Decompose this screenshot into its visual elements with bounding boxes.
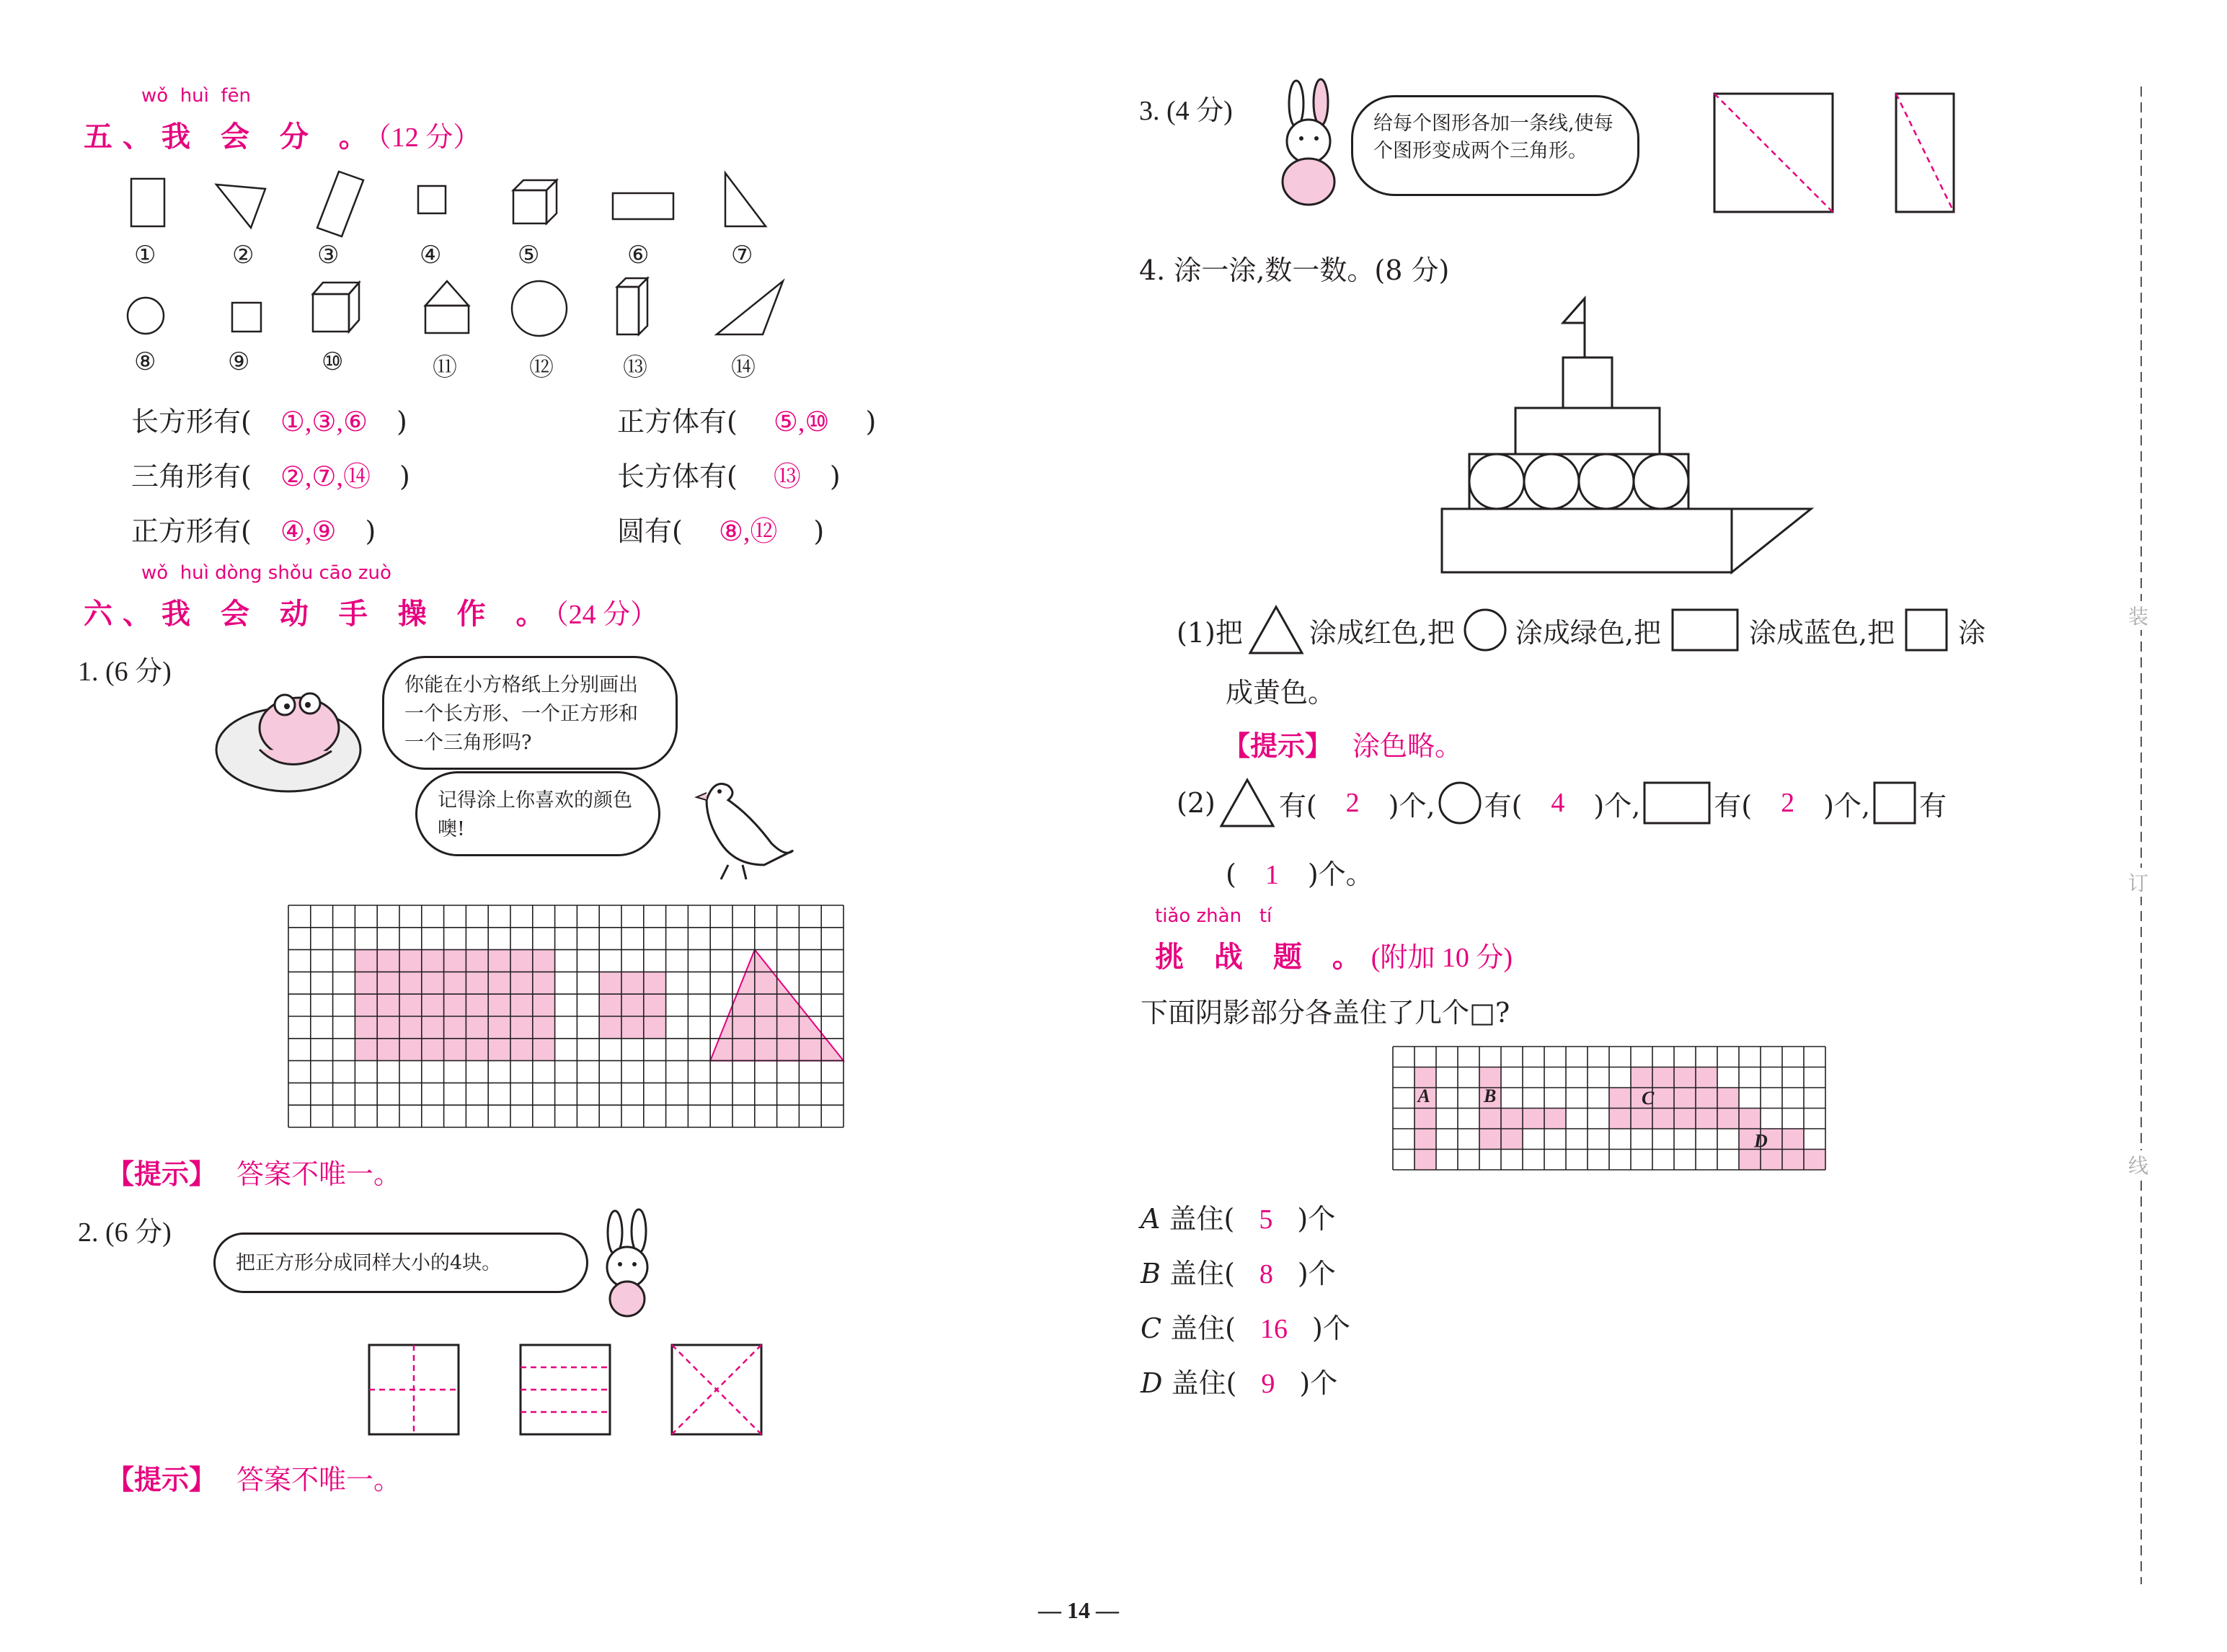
q4-p2-has: 有( bbox=[1714, 789, 1753, 822]
answer-value: 8 bbox=[1259, 1259, 1273, 1289]
q4-part1 bbox=[1177, 604, 1985, 656]
shaded-cell bbox=[1414, 1150, 1436, 1171]
row-close: ) bbox=[365, 515, 376, 547]
row-label: 三角形有( bbox=[131, 461, 252, 492]
answer-label: 盖住( bbox=[1171, 1367, 1237, 1399]
section5-pinyin: wǒ huì fēn bbox=[141, 85, 252, 107]
boat-top-square bbox=[1563, 358, 1612, 408]
challenge-answer-b bbox=[1141, 1251, 1336, 1291]
q2-square-1 bbox=[369, 1345, 459, 1434]
binding-dashed-line bbox=[2134, 86, 2148, 1586]
answer-letter: B bbox=[1141, 1258, 1161, 1289]
boat-bow-triangle bbox=[1732, 509, 1811, 572]
binding-char-1: 装 bbox=[2128, 601, 2148, 630]
q3-rectangle bbox=[1896, 94, 1954, 212]
row-answer: ④,⑨ bbox=[280, 517, 337, 547]
boat-hull-rectangle bbox=[1442, 509, 1732, 572]
shaded-cell bbox=[1696, 1109, 1717, 1129]
q1-label: 1. (6 分) bbox=[78, 657, 172, 687]
shaded-cell bbox=[1501, 1129, 1523, 1150]
shape-6-rectangle bbox=[613, 193, 673, 219]
q4-part2 bbox=[1177, 777, 1947, 829]
shaded-cell bbox=[1739, 1109, 1761, 1129]
answer-letter: C bbox=[1141, 1313, 1162, 1344]
answer-value: 16 bbox=[1260, 1314, 1288, 1344]
answer-close: )个 bbox=[1299, 1367, 1338, 1399]
section6-pinyin: wǒ huì dòng shǒu cāo zuò bbox=[141, 562, 391, 584]
row-answer: ②,⑦,⑭ bbox=[280, 462, 371, 492]
boat-circle-2 bbox=[1524, 454, 1579, 509]
answer-row-circles bbox=[617, 509, 824, 549]
q1-square-grid bbox=[288, 905, 846, 1129]
challenge-title-text: 挑 战 题 。 bbox=[1155, 941, 1371, 974]
triangle-icon bbox=[1247, 604, 1305, 656]
q4-p1-text-e: 涂 bbox=[1958, 616, 1986, 649]
shaded-cell bbox=[1652, 1088, 1674, 1109]
shape-14-triangle bbox=[717, 281, 783, 334]
shape-11-house bbox=[425, 281, 469, 333]
hint-text: 涂色略。 bbox=[1352, 730, 1463, 762]
grid-label-B: B bbox=[1484, 1085, 1497, 1106]
answer-row-triangles bbox=[131, 454, 410, 494]
shaded-cell bbox=[1804, 1150, 1825, 1171]
q2-squares bbox=[0, 1341, 793, 1442]
answer-label: 盖住( bbox=[1169, 1203, 1235, 1235]
answer-label: 盖住( bbox=[1169, 1258, 1235, 1289]
q4-p1-text-c: 涂成绿色,把 bbox=[1515, 616, 1662, 649]
q4-p2-close: )个, bbox=[1593, 789, 1641, 822]
shaded-cell bbox=[1696, 1088, 1717, 1109]
q1-speech-bubble-2: 记得涂上你喜欢的颜色噢! bbox=[415, 771, 660, 856]
shaded-cell bbox=[1696, 1067, 1717, 1088]
q3-speech-bubble: 给每个图形各加一条线,使每个图形变成两个三角形。 bbox=[1351, 95, 1639, 196]
rectangle-count: 2 bbox=[1781, 788, 1795, 818]
shaded-cell bbox=[1631, 1067, 1652, 1088]
q4-hint bbox=[1223, 724, 1462, 763]
answer-label: 盖住( bbox=[1170, 1313, 1236, 1344]
boat-circle-3 bbox=[1579, 454, 1634, 509]
binding-char-3: 线 bbox=[2128, 1150, 2148, 1179]
row-label: 长方体有( bbox=[617, 461, 738, 492]
row-label: 长方形有( bbox=[131, 406, 252, 438]
hint-tag: 【提示】 bbox=[107, 1464, 217, 1496]
square-count: 1 bbox=[1265, 860, 1279, 890]
bird-illustration bbox=[685, 771, 793, 887]
shaded-cell bbox=[1674, 1088, 1696, 1109]
boat-flag-triangle bbox=[1563, 298, 1585, 323]
shape-3-rectangle bbox=[317, 172, 363, 236]
challenge-grid bbox=[1393, 1047, 1830, 1172]
shaded-cell bbox=[1479, 1109, 1501, 1129]
answer-row-cubes bbox=[617, 399, 876, 439]
challenge-answer-a bbox=[1141, 1196, 1335, 1236]
triangle-icon bbox=[1218, 777, 1276, 829]
answer-letter: D bbox=[1141, 1367, 1163, 1399]
shape-label-11: ⑪ bbox=[433, 355, 457, 381]
hint-text: 答案不唯一。 bbox=[236, 1464, 402, 1496]
shape-8-circle bbox=[128, 298, 164, 334]
q4-p2-close: )个, bbox=[1823, 789, 1871, 822]
q4-p2-end: )个。 bbox=[1307, 858, 1373, 890]
challenge-answer-c bbox=[1141, 1306, 1350, 1346]
hint-tag: 【提示】 bbox=[107, 1158, 217, 1190]
shape-label-14: ⑭ bbox=[731, 355, 756, 381]
shaded-cell bbox=[1523, 1109, 1544, 1129]
answer-row-squares bbox=[131, 509, 376, 549]
shape-4-square bbox=[418, 186, 446, 213]
drawn-square bbox=[599, 972, 665, 1038]
q4-p1-text-a: (1)把 bbox=[1177, 616, 1243, 649]
challenge-title bbox=[1155, 934, 1513, 975]
answer-close: )个 bbox=[1297, 1203, 1336, 1235]
shaded-cell bbox=[1674, 1109, 1696, 1129]
q4-p2-close: )个, bbox=[1388, 789, 1435, 822]
rabbit-illustration bbox=[590, 1211, 669, 1319]
hint-tag: 【提示】 bbox=[1223, 730, 1333, 762]
boat-circle-1 bbox=[1469, 454, 1524, 509]
shape-13-cuboid bbox=[617, 278, 647, 334]
shaded-cell bbox=[1717, 1088, 1739, 1109]
shaded-cell bbox=[1609, 1088, 1631, 1109]
shaded-cell bbox=[1652, 1067, 1674, 1088]
q4-p2-label: (2) bbox=[1177, 787, 1216, 819]
shaded-cell bbox=[1544, 1109, 1566, 1129]
answer-row-cuboids bbox=[617, 454, 841, 494]
answer-letter: A bbox=[1141, 1203, 1161, 1235]
row-answer: ⑤,⑩ bbox=[773, 407, 830, 438]
section6-title-text: 六、我 会 动 手 操 作 。 bbox=[84, 598, 555, 631]
shaded-cell bbox=[1652, 1109, 1674, 1129]
shape-10-cube bbox=[313, 283, 359, 332]
boat-picture bbox=[1435, 296, 1824, 577]
shape-label-1: ① bbox=[134, 242, 156, 269]
grid-label-D: D bbox=[1754, 1130, 1768, 1152]
shape-label-5: ⑤ bbox=[518, 242, 540, 269]
circle-icon bbox=[1437, 780, 1483, 826]
hint-text: 答案不唯一。 bbox=[236, 1158, 402, 1190]
grid-label-C: C bbox=[1642, 1087, 1655, 1109]
rabbit-illustration-2 bbox=[1269, 79, 1348, 216]
shaded-cell bbox=[1414, 1067, 1436, 1088]
q3-label: 3. (4 分) bbox=[1139, 96, 1233, 126]
section6-points: （24 分） bbox=[554, 600, 658, 630]
q1-hint bbox=[107, 1152, 401, 1191]
row-answer: ⑧,⑫ bbox=[718, 517, 778, 547]
shaded-cell bbox=[1414, 1109, 1436, 1129]
shape-1-rectangle bbox=[131, 179, 164, 226]
shape-set bbox=[0, 0, 865, 389]
q2-speech-bubble: 把正方形分成同样大小的4块。 bbox=[213, 1233, 588, 1293]
shape-label-12: ⑫ bbox=[529, 355, 554, 381]
frog-illustration bbox=[209, 670, 375, 800]
square-icon bbox=[1873, 781, 1916, 825]
row-close: ) bbox=[865, 406, 877, 438]
row-close: ) bbox=[397, 406, 407, 438]
q2-square-2 bbox=[521, 1345, 610, 1434]
shaded-cell bbox=[1479, 1129, 1501, 1150]
rectangle-icon bbox=[1671, 608, 1739, 652]
answer-value: 9 bbox=[1261, 1369, 1275, 1399]
shape-9-square bbox=[232, 303, 261, 332]
boat-middle-rectangle bbox=[1515, 408, 1660, 454]
binding-char-2: 订 bbox=[2128, 868, 2148, 897]
shaded-cell bbox=[1414, 1129, 1436, 1150]
q3-square bbox=[1714, 94, 1833, 212]
answer-close: )个 bbox=[1297, 1258, 1336, 1289]
q4-p2-has: 有( bbox=[1484, 789, 1523, 822]
q2-square-3 bbox=[672, 1345, 761, 1434]
q4-label: 4. 涂一涂,数一数。(8 分) bbox=[1139, 254, 1450, 286]
row-answer: ①,③,⑥ bbox=[280, 407, 368, 438]
q2-label: 2. (6 分) bbox=[78, 1217, 172, 1248]
rectangle-icon bbox=[1643, 781, 1711, 825]
row-label: 圆有( bbox=[617, 515, 683, 547]
shaded-cell bbox=[1739, 1150, 1761, 1171]
shape-5-cube bbox=[513, 180, 557, 223]
shape-label-13: ⑬ bbox=[623, 355, 647, 381]
shaded-cell bbox=[1761, 1150, 1782, 1171]
q4-p1-line2: 成黄色。 bbox=[1226, 677, 1336, 709]
shaded-cell bbox=[1782, 1150, 1804, 1171]
q4-p2-last-has: 有 bbox=[1919, 789, 1947, 822]
shape-7-triangle bbox=[725, 173, 766, 226]
answer-close: )个 bbox=[1312, 1313, 1350, 1344]
section5-title-text: 五、我 会 分 。 bbox=[84, 120, 378, 154]
row-label: 正方形有( bbox=[131, 515, 252, 547]
shape-label-8: ⑧ bbox=[134, 349, 156, 376]
q4-p2-line2 bbox=[1226, 852, 1373, 892]
shaded-cell bbox=[1717, 1109, 1739, 1129]
shaded-cell bbox=[1479, 1067, 1501, 1088]
shape-12-circle bbox=[512, 281, 567, 336]
triangle-count: 2 bbox=[1345, 788, 1360, 818]
q2-hint bbox=[107, 1457, 401, 1497]
circle-icon bbox=[1462, 607, 1508, 653]
q1-speech-bubble-1: 你能在小方格纸上分别画出一个长方形、一个正方形和一个三角形吗? bbox=[382, 656, 678, 770]
q4-p1-text-b: 涂成红色,把 bbox=[1309, 616, 1455, 649]
challenge-question: 下面阴影部分各盖住了几个□? bbox=[1141, 997, 1510, 1029]
square-icon bbox=[1905, 608, 1948, 652]
row-answer: ⑬ bbox=[773, 462, 801, 492]
challenge-answer-d bbox=[1141, 1361, 1337, 1400]
challenge-points: (附加 10 分) bbox=[1371, 943, 1513, 973]
section5-points: （12 分） bbox=[377, 123, 481, 153]
shape-label-2: ② bbox=[232, 242, 254, 269]
circle-count: 4 bbox=[1551, 788, 1565, 818]
row-close: ) bbox=[813, 515, 825, 547]
shaded-cell bbox=[1631, 1109, 1652, 1129]
grid-label-A: A bbox=[1417, 1085, 1430, 1106]
shape-2-triangle bbox=[216, 185, 265, 228]
answer-value: 5 bbox=[1259, 1204, 1273, 1235]
page-number: — 14 — bbox=[1038, 1597, 1119, 1623]
row-close: ) bbox=[399, 461, 410, 492]
shape-label-3: ③ bbox=[317, 242, 340, 269]
challenge-pinyin: tiǎo zhàn tí bbox=[1155, 905, 1272, 927]
row-label: 正方体有( bbox=[617, 406, 738, 438]
shaded-cell bbox=[1609, 1109, 1631, 1129]
q4-p1-text-d: 涂成蓝色,把 bbox=[1749, 616, 1895, 649]
boat-circle-4 bbox=[1634, 454, 1688, 509]
shape-label-10: ⑩ bbox=[322, 349, 344, 376]
shaded-cell bbox=[1782, 1129, 1804, 1150]
shape-label-4: ④ bbox=[420, 242, 442, 269]
shaded-cell bbox=[1674, 1067, 1696, 1088]
shape-label-6: ⑥ bbox=[627, 242, 650, 269]
answer-row-rectangles bbox=[131, 399, 407, 439]
drawn-rectangle bbox=[355, 950, 554, 1061]
shaded-cell bbox=[1501, 1109, 1523, 1129]
row-close: ) bbox=[829, 461, 841, 492]
shape-label-9: ⑨ bbox=[228, 349, 250, 376]
shape-label-7: ⑦ bbox=[731, 242, 753, 269]
q3-figures bbox=[1701, 86, 1968, 216]
q4-p2-has: 有( bbox=[1278, 789, 1317, 822]
q4-p2-open: ( bbox=[1226, 858, 1236, 890]
section6-title bbox=[84, 591, 658, 632]
